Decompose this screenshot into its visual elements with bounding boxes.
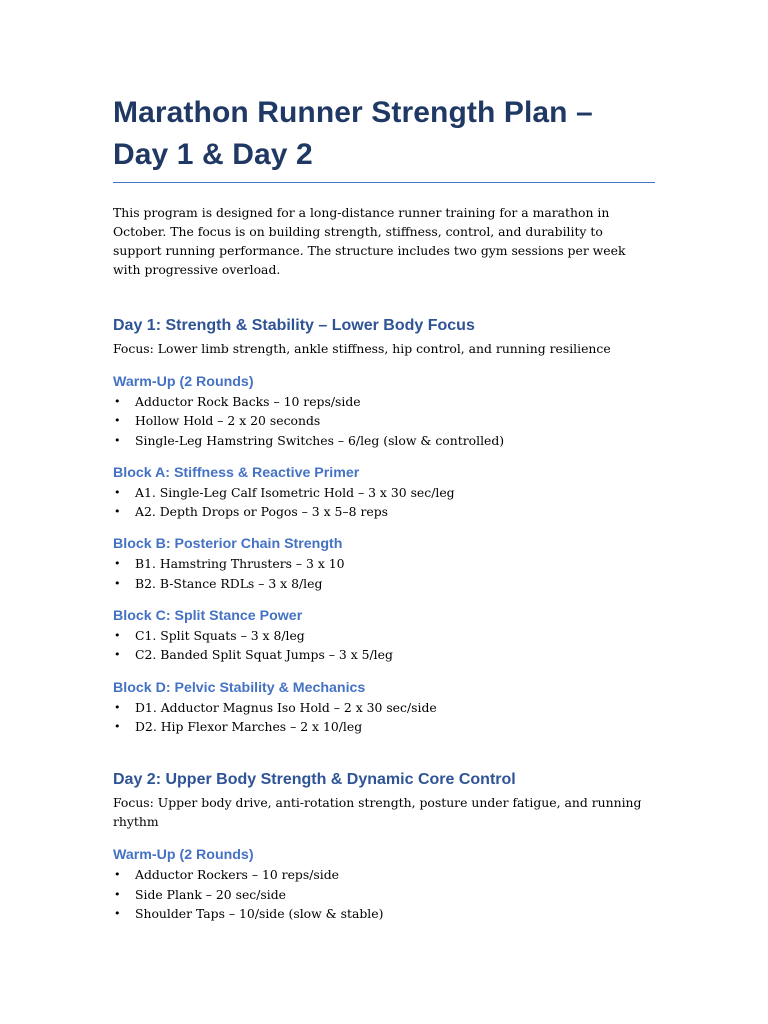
day1-block-a-list [113, 483, 655, 522]
list-item [113, 904, 655, 923]
list-item [113, 645, 655, 664]
list-item-text: Adductor Rock Backs – 10 reps/side [135, 394, 361, 409]
day1-block-d-heading: Block D: Pelvic Stability & Mechanics [113, 679, 366, 696]
list-item [113, 411, 655, 430]
list-item-text: C1. Split Squats – 3 x 8/leg [135, 628, 305, 644]
list-item-text: Adductor Rockers – 10 reps/side [135, 867, 339, 883]
list-item [113, 698, 655, 717]
bullet-icon: • [114, 868, 121, 882]
bullet-icon: • [114, 576, 121, 590]
day2-warmup-heading: Warm-Up (2 Rounds) [113, 847, 254, 864]
list-item-text: Hollow Hold – 2 x 20 seconds [135, 413, 321, 429]
bullet-icon: • [114, 557, 121, 571]
day1-block-c-list [113, 626, 655, 665]
day1-block-b-heading: Block B: Posterior Chain Strength [113, 536, 343, 553]
list-item-text: C2. Banded Split Squat Jumps – 3 x 5/leg [135, 647, 393, 663]
list-item-text: A2. Depth Drops or Pogos – 3 x 5–8 reps [135, 504, 388, 520]
day1-focus: Focus: Lower limb strength, ankle stiffness, hip control, and running resilience [113, 341, 611, 356]
list-item-text: A1. Single-Leg Calf Isometric Hold – 3 x 30 sec/leg [135, 484, 455, 500]
page-title: Marathon Runner Strength Plan – Day 1 & Day 2 [113, 92, 655, 183]
bullet-icon: • [114, 648, 121, 662]
list-item [113, 574, 655, 593]
day1-block-b-list [113, 554, 655, 593]
bullet-icon: • [114, 906, 121, 920]
bullet-icon: • [114, 395, 121, 408]
list-item-text: Shoulder Taps – 10/side (slow & stable) [135, 905, 384, 921]
list-item [113, 865, 655, 884]
list-item [113, 885, 655, 904]
list-item-text: B2. B-Stance RDLs – 3 x 8/leg [135, 575, 323, 591]
bullet-icon: • [114, 505, 121, 519]
bullet-icon: • [114, 719, 121, 733]
list-item [113, 554, 655, 573]
list-item [113, 626, 655, 645]
list-item [113, 431, 655, 450]
list-item-text: Single-Leg Hamstring Switches – 6/leg (slow & controlled) [135, 432, 505, 448]
day1-block-d-list [113, 698, 655, 737]
day1-heading: Day 1: Strength & Stability – Lower Body Focus [113, 317, 475, 334]
day2-heading: Day 2: Upper Body Strength & Dynamic Core Control [113, 771, 516, 789]
list-item [113, 717, 655, 736]
day1-warmup-heading: Warm-Up (2 Rounds) [113, 374, 254, 390]
day1-block-c-heading: Block C: Split Stance Power [113, 608, 303, 625]
bullet-icon: • [114, 485, 121, 499]
list-item-text: D2. Hip Flexor Marches – 2 x 10/leg [135, 718, 363, 734]
day2-warmup-list [113, 865, 655, 923]
list-item-text: B1. Hamstring Thrusters – 3 x 10 [135, 556, 345, 572]
day1-warmup-list [113, 392, 655, 450]
bullet-icon: • [114, 700, 121, 714]
bullet-icon: • [114, 433, 121, 447]
list-item [113, 392, 655, 411]
document-page [113, 92, 655, 923]
bullet-icon: • [114, 414, 121, 428]
list-item [113, 483, 655, 502]
bullet-icon: • [114, 887, 121, 901]
day2-focus: Focus: Upper body drive, anti-rotation strength, posture under fatigue, and running rhythm [113, 795, 642, 830]
list-item [113, 502, 655, 521]
intro-paragraph: This program is designed for a long-distance runner training for a marathon in October. The focus is on building strength, stiffness, control, and durability to support running performance. The structure includes two gym sessions per week with progressive overload. [113, 205, 626, 277]
bullet-icon: • [114, 629, 121, 643]
day1-block-a-heading: Block A: Stiffness & Reactive Primer [113, 464, 360, 481]
list-item-text: D1. Adductor Magnus Iso Hold – 2 x 30 sec/side [135, 699, 437, 715]
list-item-text: Side Plank – 20 sec/side [135, 886, 286, 902]
